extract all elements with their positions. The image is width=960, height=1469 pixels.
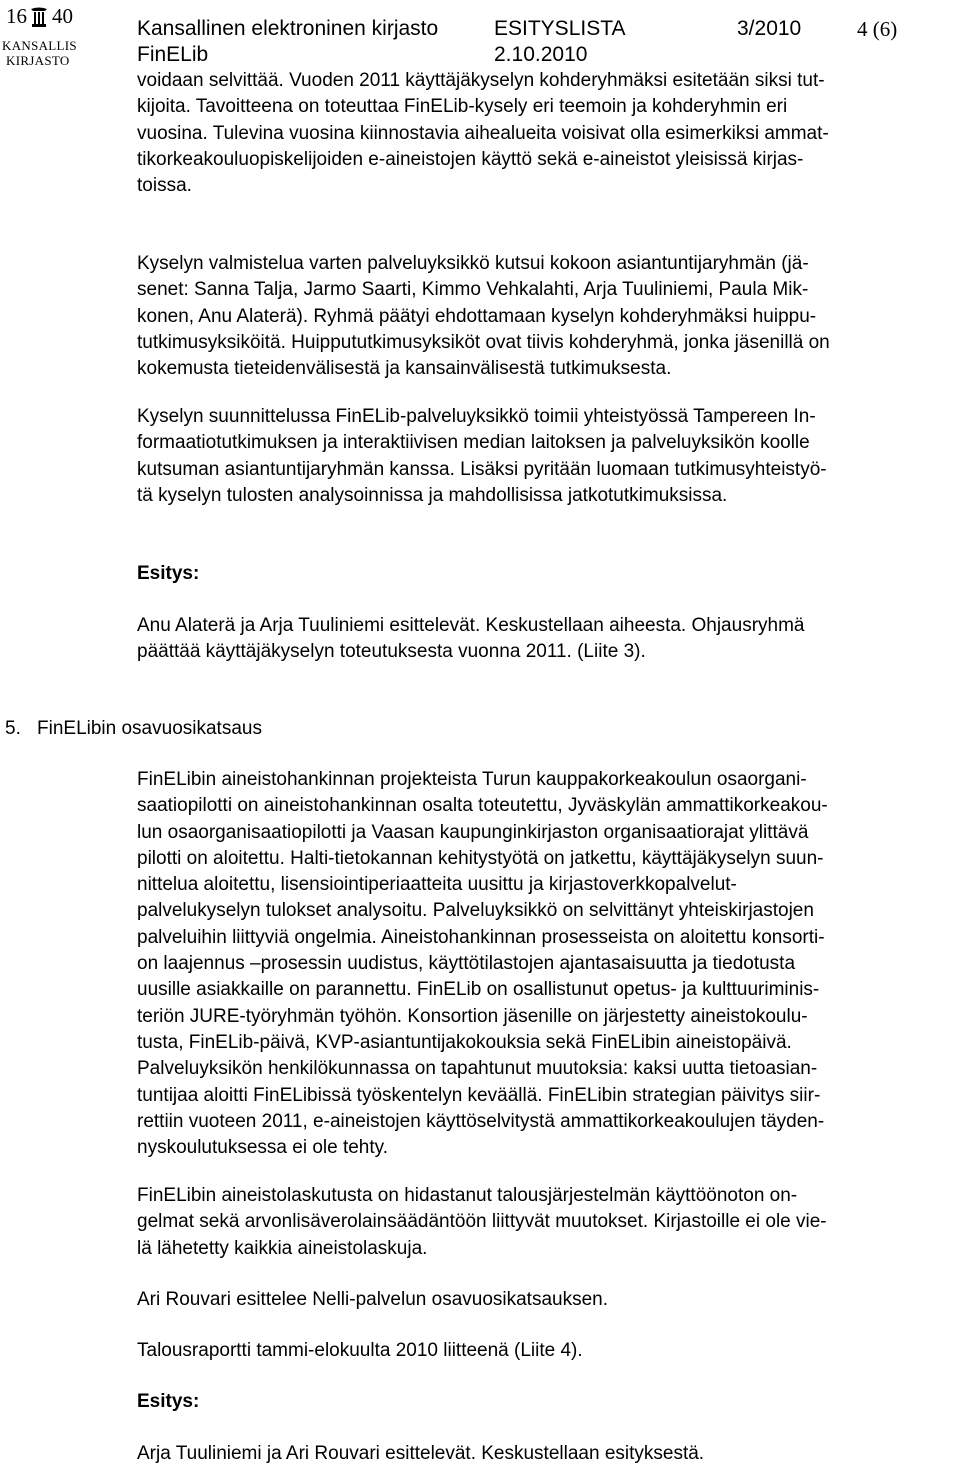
kansalliskirjasto-logo: 16 40 KANSALLIS KIRJASTO xyxy=(2,4,77,68)
paragraph-survey-target: voidaan selvittää. Vuoden 2011 käyttäjäkyselyn kohderyhmäksi esitetään siksi tut- kijoita. Tavoitteena on toteuttaa FinELib-kysely eri teemoin ja kohderyhmin eri vuosina. Tulevina vuosina kiinnostavia aihealueita voisivat olla esimerkiksi ammat- tikorkeakouluopiskelijoiden e-aineistojen käyttö sekä e-aineistot yleisissä kirjas- toissa. xyxy=(137,70,829,197)
paragraph-invoicing: FinELibin aineistolaskutusta on hidastanut talousjärjestelmän käyttöönoton on- gelmat sekä arvonlisäverolainsäädäntöön liittyvät muutokset. Kirjastoille ei ole vie- lä lähetetty kaikkia aineistolaskuja. xyxy=(137,1185,827,1259)
proposal-label: Esitys: xyxy=(137,563,200,584)
header-date: 2.10.2010 xyxy=(494,43,588,66)
section-heading: 5. FinELibin osavuosikatsaus xyxy=(5,718,262,739)
paragraph-finance-report: Talousraportti tammi-elokuulta 2010 liitteenä (Liite 4). xyxy=(137,1340,583,1361)
proposal-text-2: Arja Tuuliniemi ja Ari Rouvari esittelevät. Keskustellaan esityksestä. xyxy=(137,1443,705,1464)
header-unit: FinELib xyxy=(137,43,209,66)
paragraph-expert-group: Kyselyn valmistelua varten palveluyksikkö kutsui kokoon asiantuntijaryhmän (jä- senet: Sanna Talja, Jarmo Saarti, Kimmo Vehkalahti, Arja Tuuliniemi, Paula Mik- konen, Anu Alaterä). Ryhmä päätyi ehdottamaan kyselyn kohderyhmäksi huippu- tutkimusyksiköitä. Huippututkimusyksiköt ovat tiivis kohderyhmä, jonka jäsenillä on kokemusta tieteidenvälisestä ja kansainvälisestä tutkimuksesta. xyxy=(137,253,830,380)
paragraph-survey-planning: Kyselyn suunnittelussa FinELib-palveluyksikkö toimii yhteistyössä Tampereen In- formaatiotutkimuksen ja interaktiivisen median laitoksen ja palveluyksikön koolle kutsuman asiantuntijaryhmän kanssa. Lisäksi pyritään luomaan tutkimusyhteistyö- tä kyselyn tulosten analysoinnissa ja mahdollisissa jatkotutkimuksissa. xyxy=(137,406,827,506)
header-doc-number: 3/2010 xyxy=(737,17,802,40)
paragraph-interim-report: FinELibin aineistohankinnan projekteista Turun kauppakorkeakoulun osaorgani- saatiopilotti on aineistohankinnan osalta toteutettu, Jyväskylän ammattikorkeakou- lun osaorganisaatiopilotti ja Vaasan kaupunginkirjaston organisaatiorajat ylittävä pilotti on aloitettu. Halti-tietokannan kehitystyötä on jatkettu, käyttäjäkyselyn suun- nittelua aloitettu, lisensiointiperiaatteita uusittu ja kirjastoverkkopalvelut- palvelukyselyn tulokset analysoitu. Palveluyksikkö on selvittänyt yhteiskirjastojen palveluihin liittyviä ongelmia. Aineistohankinnan prosesseista on aloitettu konsorti- on laajennus –prosessin uudistus, käyttötilastojen ajantasaisuutta ja tiedotusta uusille asiakkaille on parannettu. FinELib on osallistunut opetus- ja kulttuuriminis- teriön JURE-työryhmän työhön. Konsortion jäsenille on järjestetty aineistokoulu- tusta, FinELib-päivä, KVP-asiantuntijakokouksia sekä FinELibin aineistopäivä. Palveluyksikön henkilökunnassa on tapahtunut muutoksia: kaksi uutta tietoasian- tuntijaa aloitti FinELibissä työskentelyn keväällä. FinELibin strategian päivitys siir- rettiin vuoteen 2011, e-aineistojen käyttöselvitystä ammattikorkeakoulujen täyden- nyskoulutuksessa ei ole tehty. xyxy=(137,769,828,1159)
header-doc-type: ESITYSLISTA xyxy=(494,17,626,40)
column-crest-icon xyxy=(30,6,48,28)
header-org: Kansallinen elektroninen kirjasto xyxy=(137,17,439,40)
proposal-text: Anu Alaterä ja Arja Tuuliniemi esittelevät. Keskustellaan aiheesta. Ohjausryhmä päättää käyttäjäkyselyn toteutuksesta vuonna 2011. (Liite 3). xyxy=(137,615,805,663)
proposal-label-2: Esitys: xyxy=(137,1391,200,1412)
paragraph-nelli: Ari Rouvari esittelee Nelli-palvelun osavuosikatsauksen. xyxy=(137,1289,609,1310)
header-page-number: 4 (6) xyxy=(857,17,898,41)
